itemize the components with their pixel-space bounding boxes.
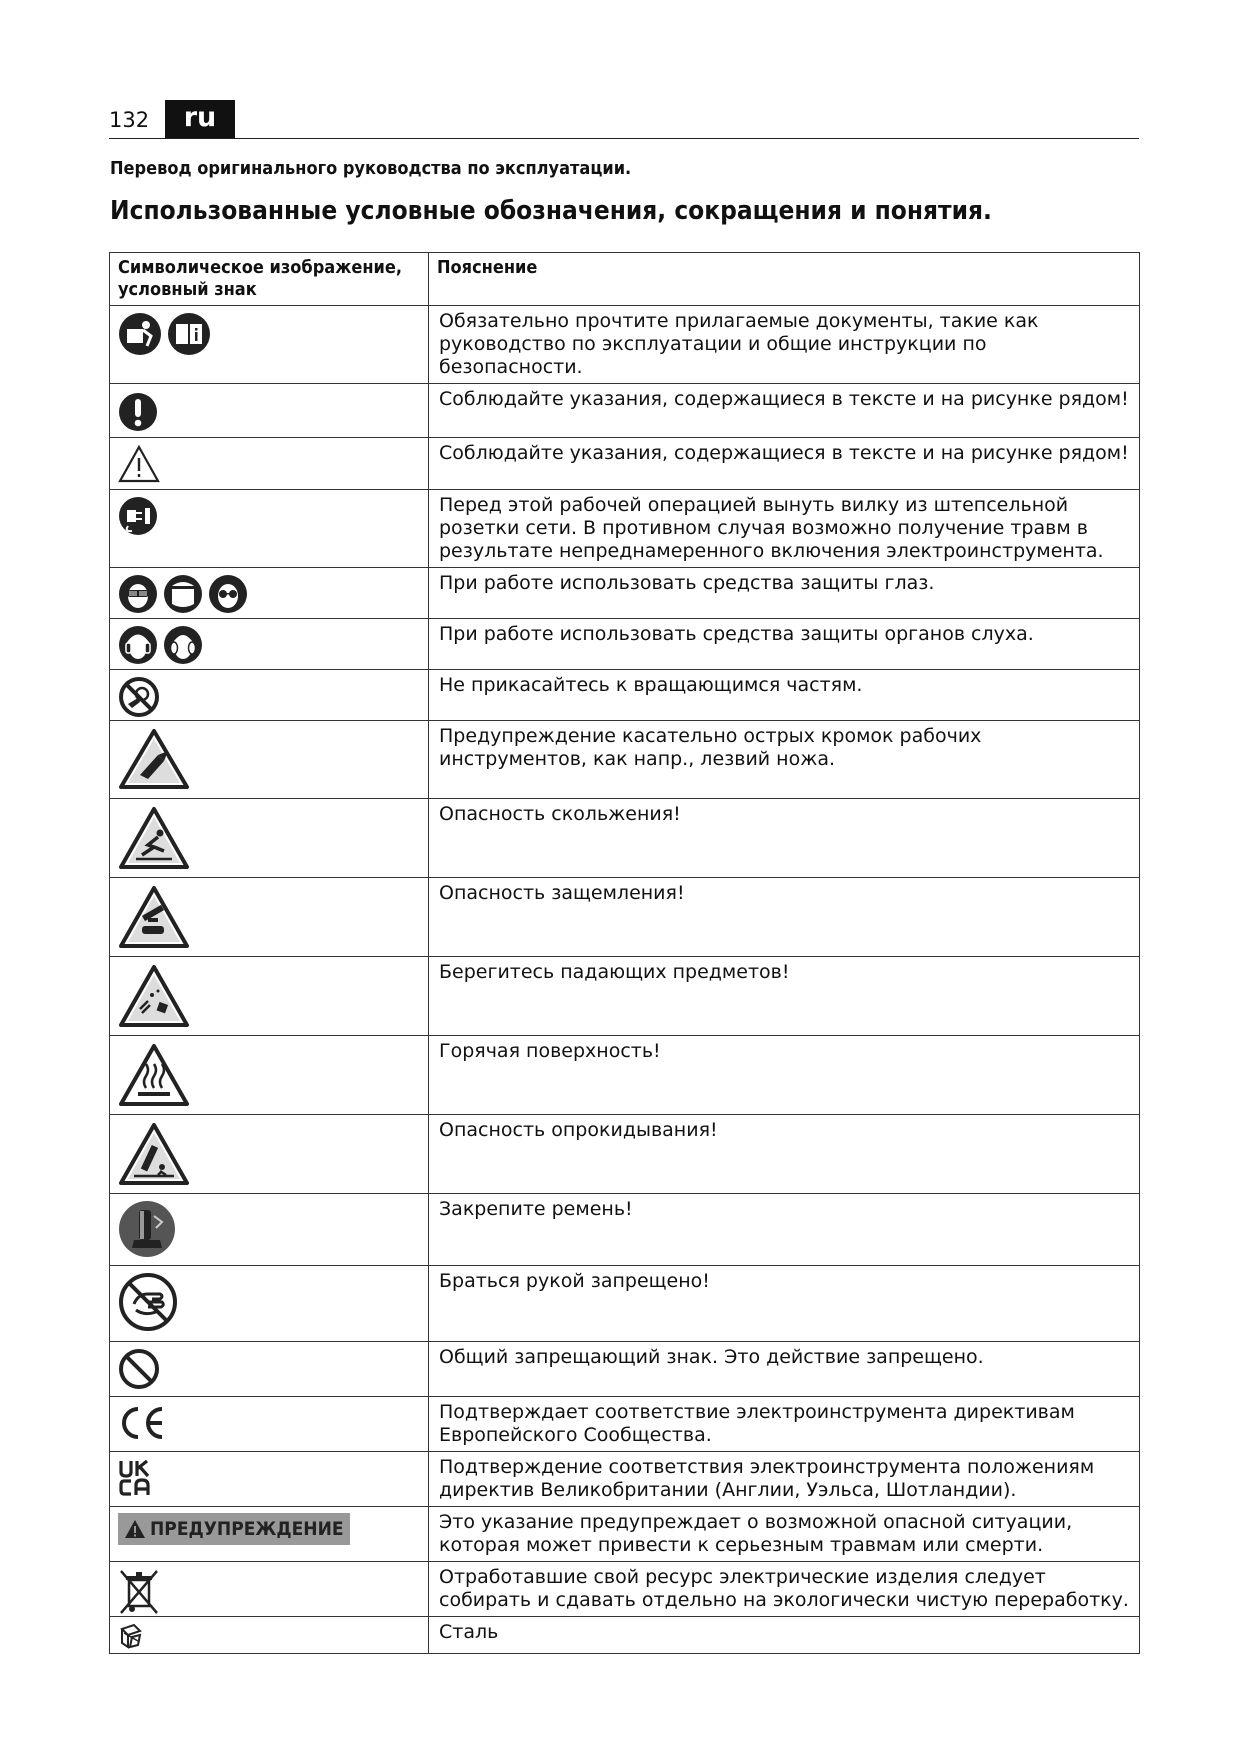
- table-row: [110, 568, 1140, 619]
- table-row: [110, 878, 1140, 957]
- read-manual-icon: [118, 312, 162, 356]
- table-row: [110, 1452, 1140, 1507]
- row-explanation: Браться рукой запрещено!: [429, 1266, 1140, 1342]
- row-explanation: Соблюдайте указания, содержащиеся в тексте и на рисунке рядом!: [429, 384, 1140, 438]
- table-row: [110, 721, 1140, 799]
- page-number: 132: [109, 108, 150, 132]
- ear-protection-icon: [118, 625, 158, 665]
- table-row: [110, 306, 1140, 384]
- ear-muffs-icon: [163, 625, 203, 665]
- table-row: [110, 1115, 1140, 1194]
- information-book-icon: [167, 312, 211, 356]
- column-header-symbol: Символическое изображение, условный знак: [110, 253, 429, 306]
- document-subtitle: Перевод оригинального руководства по эксплуатации.: [110, 158, 632, 179]
- table-row: [110, 1342, 1140, 1397]
- table-row: [110, 1036, 1140, 1115]
- unplug-icon: [118, 496, 158, 536]
- row-explanation: Опасность скольжения!: [429, 799, 1140, 878]
- page-header: [109, 100, 1139, 139]
- row-explanation: Опасность опрокидывания!: [429, 1115, 1140, 1194]
- tipping-hazard-icon: [118, 1121, 190, 1187]
- pinch-hazard-icon: [118, 884, 190, 950]
- hot-surface-icon: [118, 1042, 190, 1108]
- row-explanation: Отработавшие свой ресурс электрические изделия следует собирать и сдавать отдельно на экологически чистую переработку.: [429, 1562, 1140, 1617]
- row-explanation: При работе использовать средства защиты органов слуха.: [429, 619, 1140, 670]
- ce-mark-icon: [118, 1403, 166, 1443]
- table-row: [110, 619, 1140, 670]
- row-explanation: Соблюдайте указания, содержащиеся в тексте и на рисунке рядом!: [429, 438, 1140, 490]
- table-row: [110, 1194, 1140, 1266]
- row-explanation: Не прикасайтесь к вращающимся частям.: [429, 670, 1140, 721]
- weee-bin-icon: [118, 1568, 160, 1616]
- steel-recycling-icon: [118, 1621, 144, 1649]
- table-row: [110, 490, 1140, 568]
- prohibition-icon: [118, 1348, 160, 1390]
- face-shield-icon: [163, 574, 203, 614]
- table-row: [110, 670, 1140, 721]
- row-explanation: Подтверждает соответствие электроинструмента директивам Европейского Сообщества.: [429, 1397, 1140, 1452]
- table-header-row: [110, 253, 1140, 306]
- slip-hazard-icon: [118, 805, 190, 871]
- ukca-mark-icon: [118, 1458, 154, 1498]
- table-row: [110, 1562, 1140, 1617]
- falling-objects-icon: [118, 963, 190, 1029]
- row-explanation: Подтверждение соответствия электроинструмента положениям директив Великобритании (Англии, Уэльса, Шотландии).: [429, 1452, 1140, 1507]
- table-row: [110, 384, 1140, 438]
- section-title: Использованные условные обозначения, сокращения и понятия.: [110, 196, 992, 226]
- row-explanation: Обязательно прочтите прилагаемые документы, такие как руководство по эксплуатации и общие инструкции по безопасности.: [429, 306, 1140, 384]
- glasses-icon: [208, 574, 248, 614]
- warning-triangle-icon: [118, 444, 160, 484]
- table-row: [110, 799, 1140, 878]
- no-hand-grip-icon: [118, 1272, 178, 1332]
- symbols-table: [109, 252, 1140, 1654]
- no-touch-rotating-icon: [118, 676, 160, 718]
- row-explanation: Опасность защемления!: [429, 878, 1140, 957]
- warning-label-badge: [118, 1513, 350, 1545]
- row-explanation: Общий запрещающий знак. Это действие запрещено.: [429, 1342, 1140, 1397]
- warning-label-icon: [124, 1519, 146, 1539]
- sharp-edge-warning-icon: [118, 727, 190, 791]
- table-row: [110, 438, 1140, 490]
- row-explanation: Закрепите ремень!: [429, 1194, 1140, 1266]
- table-row: [110, 1507, 1140, 1562]
- table-row: [110, 1266, 1140, 1342]
- column-header-explanation: Пояснение: [429, 253, 1140, 306]
- row-explanation: Это указание предупреждает о возможной опасной ситуации, которая может привести к серьезным травмам или смерти.: [429, 1507, 1140, 1562]
- fasten-belt-icon: [118, 1200, 176, 1258]
- row-explanation: Перед этой рабочей операцией вынуть вилку из штепсельной розетки сети. В противном случая возможно получение травм в результате непреднамеренного включения электроинструмента.: [429, 490, 1140, 568]
- row-explanation: При работе использовать средства защиты глаз.: [429, 568, 1140, 619]
- row-explanation: Предупреждение касательно острых кромок рабочих инструментов, как напр., лезвий ножа.: [429, 721, 1140, 799]
- language-tab: ru: [165, 100, 235, 138]
- row-explanation: Сталь: [429, 1617, 1140, 1654]
- warning-label-text: ПРЕДУПРЕЖДЕНИЕ: [150, 1518, 344, 1540]
- row-explanation: Горячая поверхность!: [429, 1036, 1140, 1115]
- table-row: [110, 957, 1140, 1036]
- table-row: [110, 1397, 1140, 1452]
- safety-goggles-icon: [118, 574, 158, 614]
- row-explanation: Берегитесь падающих предметов!: [429, 957, 1140, 1036]
- table-row: [110, 1617, 1140, 1654]
- exclamation-circle-icon: [118, 390, 158, 434]
